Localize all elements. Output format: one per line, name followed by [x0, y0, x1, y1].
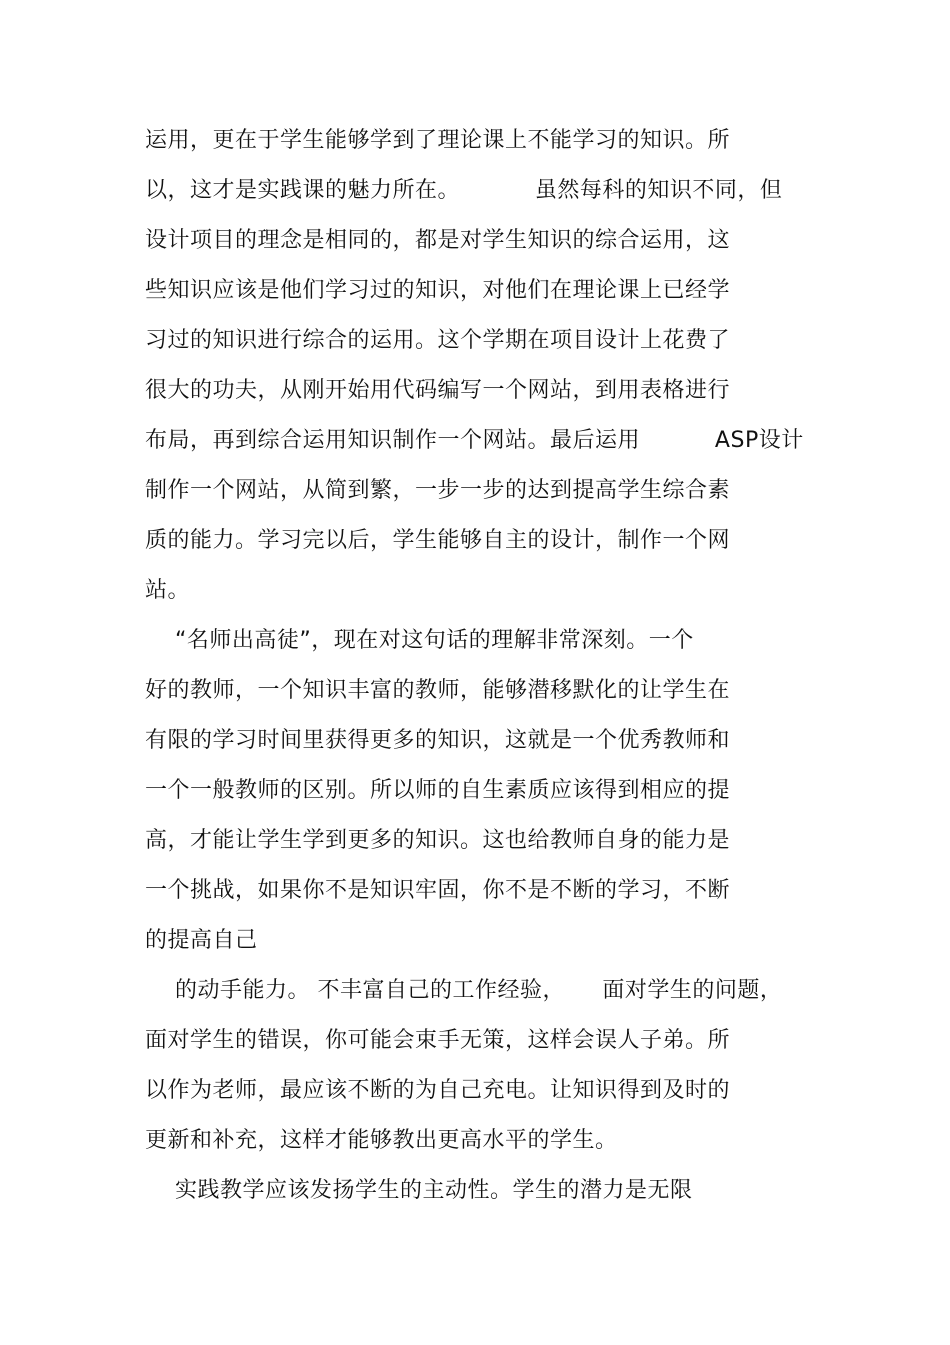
- text-line: 质的能力。学习完以后，学生能够自主的设计，制作一个网: [145, 528, 731, 553]
- text-line: 运用，更在于学生能够学到了理论课上不能学习的知识。所: [145, 128, 731, 153]
- text-line: 设计项目的理念是相同的，都是对学生知识的综合运用，这: [145, 228, 731, 253]
- text-line: 些知识应该是他们学习过的知识，对他们在理论课上已经学: [145, 278, 731, 303]
- text-line: 布局，再到综合运用知识制作一个网站。最后运用 ASP设计: [145, 428, 804, 453]
- text-line: 高，才能让学生学到更多的知识。这也给教师自身的能力是: [145, 828, 731, 853]
- text-line: “名师出高徒”，现在对这句话的理解非常深刻。一个: [145, 628, 694, 653]
- text-line: 面对学生的错误，你可能会束手无策，这样会误人子弟。所: [145, 1028, 731, 1053]
- text-line: 好的教师，一个知识丰富的教师，能够潜移默化的让学生在: [145, 678, 731, 703]
- text-line: 有限的学习时间里获得更多的知识，这就是一个优秀教师和: [145, 728, 731, 753]
- text-line: 习过的知识进行综合的运用。这个学期在项目设计上花费了: [145, 328, 731, 353]
- text-line: 制作一个网站，从简到繁，一步一步的达到提高学生综合素: [145, 478, 731, 503]
- text-line: 的动手能力。 不丰富自己的工作经验， 面对学生的问题，: [145, 978, 783, 1003]
- text-line: 的提高自己: [145, 928, 258, 953]
- text-line: 很大的功夫，从刚开始用代码编写一个网站，到用表格进行: [145, 378, 731, 403]
- text-line: 一个一般教师的区别。所以师的自生素质应该得到相应的提: [145, 778, 731, 803]
- text-line: 以作为老师，最应该不断的为自己充电。让知识得到及时的: [145, 1078, 731, 1103]
- text-line: 一个挑战，如果你不是知识牢固，你不是不断的学习，不断: [145, 878, 731, 903]
- text-line: 实践教学应该发扬学生的主动性。学生的潜力是无限: [145, 1178, 693, 1203]
- text-line: 更新和补充，这样才能够教出更高水平的学生。: [145, 1128, 618, 1153]
- text-line: 以，这才是实践课的魅力所在。 虽然每科的知识不同，但: [145, 178, 783, 203]
- text-line: 站。: [145, 578, 191, 603]
